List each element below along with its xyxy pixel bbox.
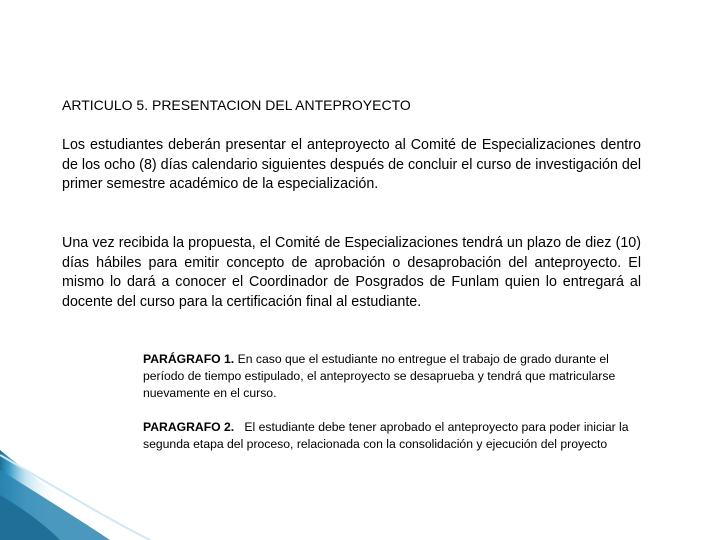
paragrafo-2 <box>143 419 653 453</box>
article-heading: ARTICULO 5. PRESENTACION DEL ANTEPROYECTO <box>62 97 411 113</box>
paragrafo-1 <box>143 351 653 402</box>
paragrafo-label: PARÁGRAFO 1. <box>143 352 235 366</box>
paragrafo-label: PARAGRAFO 2. <box>143 420 235 434</box>
paragrafo-text: En caso que el estudiante no entregue el trabajo de grado durante el período de tiempo estipulado, el anteproyecto se desaprueba y tendrá que matricularse nuevamente en el curso. <box>143 352 616 400</box>
paragrafo-text: El estudiante debe tener aprobado el anteproyecto para poder iniciar la segunda etapa del proceso, relacionada con la consolidación y ejecución del proyecto <box>143 420 629 451</box>
body-paragraph: Los estudiantes deberán presentar el anteproyecto al Comité de Especializaciones dentro de los ocho (8) días calendario siguientes después de concluir el curso de investigación del primer semestre académico de la especialización. <box>62 137 641 192</box>
body-paragraph: Una vez recibida la propuesta, el Comité de Especializaciones tendrá un plazo de diez (10) días hábiles para emitir concepto de aprobación o desaprobación del anteproyecto. El mismo lo dará a conocer el Coordinador de Posgrados de Funlam quien lo entregará al docente del curso para la certificación final al estudiante. <box>62 235 641 310</box>
decorative-wave-graphic <box>0 450 720 540</box>
